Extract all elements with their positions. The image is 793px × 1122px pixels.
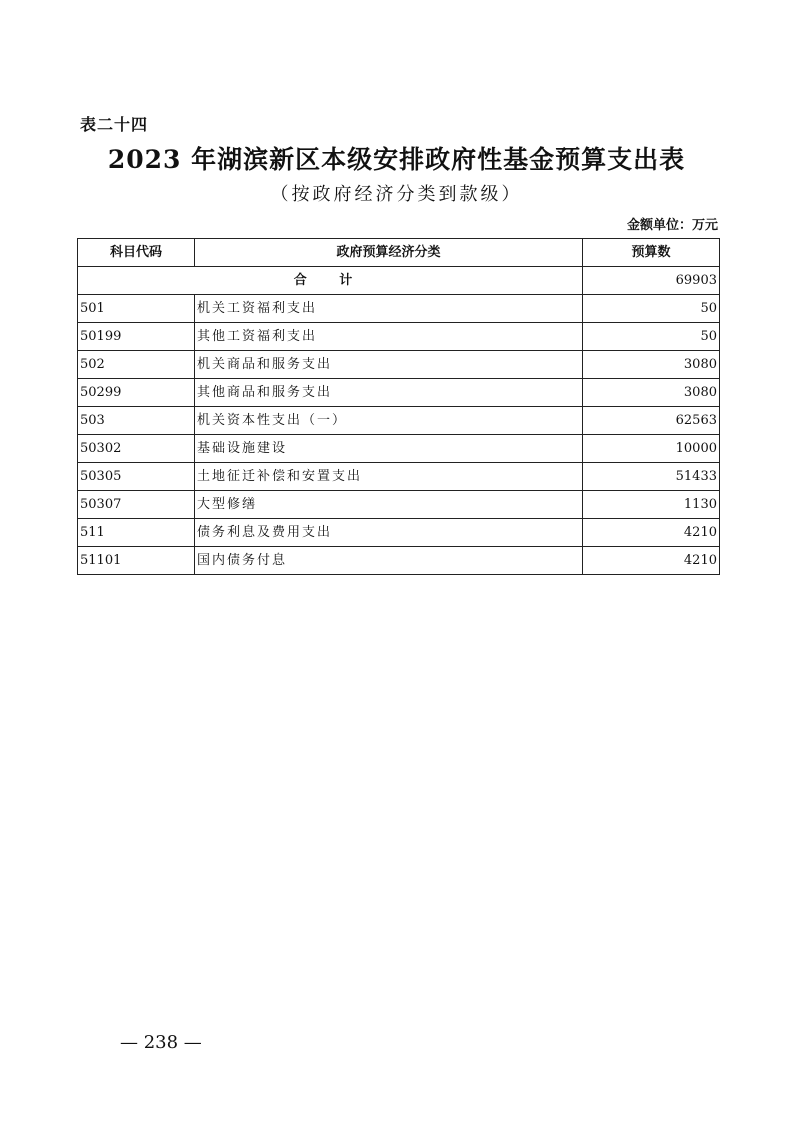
row-code: 50307 — [78, 491, 195, 519]
row-code: 501 — [78, 295, 195, 323]
row-name: 机关商品和服务支出 — [195, 351, 583, 379]
table-row — [78, 323, 720, 351]
row-amount: 51433 — [583, 463, 720, 491]
table-row — [78, 519, 720, 547]
row-amount: 3080 — [583, 379, 720, 407]
total-label: 合 计 — [78, 267, 583, 295]
row-code: 50299 — [78, 379, 195, 407]
table-row — [78, 351, 720, 379]
table-row — [78, 463, 720, 491]
row-code: 502 — [78, 351, 195, 379]
row-code: 50199 — [78, 323, 195, 351]
column-header-amount: 预算数 — [583, 239, 720, 267]
row-name: 其他工资福利支出 — [195, 323, 583, 351]
table-row — [78, 547, 720, 575]
amount-unit: 金额单位：万元 — [626, 218, 718, 233]
row-name: 土地征迁补偿和安置支出 — [195, 463, 583, 491]
page-title: 2023 年湖滨新区本级安排政府性基金预算支出表 — [107, 145, 686, 174]
column-header-code: 科目代码 — [78, 239, 195, 267]
table-header-row — [78, 239, 720, 267]
row-amount: 50 — [583, 323, 720, 351]
row-name: 大型修缮 — [195, 491, 583, 519]
row-amount: 4210 — [583, 547, 720, 575]
page-subtitle: （按政府经济分类到款级） — [270, 184, 523, 205]
row-name: 基础设施建设 — [195, 435, 583, 463]
total-amount: 69903 — [583, 267, 720, 295]
total-row — [78, 267, 720, 295]
row-name: 其他商品和服务支出 — [195, 379, 583, 407]
row-code: 51101 — [78, 547, 195, 575]
row-amount: 10000 — [583, 435, 720, 463]
row-code: 50302 — [78, 435, 195, 463]
row-name: 国内债务付息 — [195, 547, 583, 575]
page-number: — 238 — — [120, 1032, 202, 1053]
row-name: 机关资本性支出（一） — [195, 407, 583, 435]
row-amount: 3080 — [583, 351, 720, 379]
row-name: 债务利息及费用支出 — [195, 519, 583, 547]
table-row — [78, 379, 720, 407]
table-row — [78, 435, 720, 463]
column-header-category: 政府预算经济分类 — [195, 239, 583, 267]
table-label: 表二十四 — [80, 115, 149, 134]
table-row — [78, 407, 720, 435]
row-code: 503 — [78, 407, 195, 435]
row-amount: 1130 — [583, 491, 720, 519]
table-row — [78, 295, 720, 323]
row-code: 511 — [78, 519, 195, 547]
row-code: 50305 — [78, 463, 195, 491]
budget-table — [77, 238, 720, 575]
row-name: 机关工资福利支出 — [195, 295, 583, 323]
row-amount: 62563 — [583, 407, 720, 435]
row-amount: 50 — [583, 295, 720, 323]
table-row — [78, 491, 720, 519]
row-amount: 4210 — [583, 519, 720, 547]
